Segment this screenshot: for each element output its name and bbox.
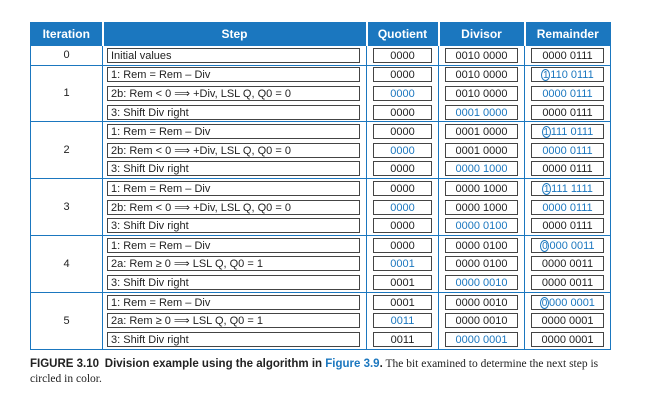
divisor-value: 0010 0000 — [445, 67, 518, 82]
table-header-row — [31, 23, 611, 46]
remainder-cell — [525, 160, 611, 179]
header-divisor: Divisor — [439, 23, 525, 46]
quotient-cell — [367, 84, 439, 103]
step-text: 1: Rem = Rem – Div — [107, 67, 360, 82]
remainder-cell — [525, 46, 611, 66]
examined-bit-circle: 0 — [541, 297, 548, 309]
quotient-value: 0001 — [373, 295, 432, 310]
step-cell — [103, 141, 367, 160]
remainder-value: 0000 0111 — [531, 86, 604, 101]
quotient-cell — [367, 330, 439, 349]
quotient-value: 0000 — [373, 48, 432, 63]
divisor-cell — [439, 84, 525, 103]
step-cell — [103, 311, 367, 330]
quotient-value: 0011 — [373, 313, 432, 328]
step-cell — [103, 235, 367, 254]
divisor-cell — [439, 179, 525, 198]
step-cell — [103, 46, 367, 66]
step-text: 1: Rem = Rem – Div — [107, 295, 360, 310]
step-text: 3: Shift Div right — [107, 332, 360, 347]
quotient-cell — [367, 179, 439, 198]
quotient-cell — [367, 198, 439, 217]
step-cell — [103, 65, 367, 84]
quotient-value: 0000 — [373, 238, 432, 253]
step-text: 2b: Rem < 0 ⟹ +Div, LSL Q, Q0 = 0 — [107, 86, 360, 101]
quotient-cell — [367, 122, 439, 141]
remainder-rest: 000 0001 — [549, 296, 595, 309]
remainder-cell — [525, 292, 611, 311]
divisor-value: 0001 0000 — [445, 143, 518, 158]
remainder-value: 0000 0001 — [531, 313, 604, 328]
divisor-cell — [439, 46, 525, 66]
quotient-value: 0000 — [373, 200, 432, 215]
step-cell — [103, 84, 367, 103]
remainder-cell — [525, 311, 611, 330]
quotient-cell — [367, 103, 439, 122]
quotient-value: 0000 — [373, 105, 432, 120]
quotient-cell — [367, 255, 439, 274]
remainder-value: 0000 0111 — [531, 161, 604, 176]
divisor-value: 0000 0100 — [445, 238, 518, 253]
divisor-value: 0000 0010 — [445, 275, 518, 290]
remainder-value: 0000 0111 — [531, 105, 604, 120]
caption-figure-link[interactable]: Figure 3.9 — [325, 358, 380, 370]
table-row — [31, 292, 611, 311]
step-text: 2b: Rem < 0 ⟹ +Div, LSL Q, Q0 = 0 — [107, 200, 360, 215]
quotient-value: 0000 — [373, 124, 432, 139]
step-text: 1: Rem = Rem – Div — [107, 124, 360, 139]
quotient-value: 0011 — [373, 332, 432, 347]
table-row — [31, 235, 611, 254]
remainder-cell — [525, 235, 611, 254]
caption-label: FIGURE 3.10 — [30, 358, 100, 370]
table-row — [31, 216, 611, 235]
divisor-value: 0010 0000 — [445, 48, 518, 63]
examined-bit-circle: 1 — [543, 127, 549, 139]
step-cell — [103, 330, 367, 349]
remainder-value — [531, 124, 604, 139]
table-row — [31, 160, 611, 179]
quotient-cell — [367, 292, 439, 311]
examined-bit-circle: 1 — [543, 70, 549, 82]
step-text: 2b: Rem < 0 ⟹ +Div, LSL Q, Q0 = 0 — [107, 143, 360, 158]
quotient-cell — [367, 311, 439, 330]
divisor-value: 0000 0100 — [445, 256, 518, 271]
iteration-cell: 1 — [31, 65, 103, 122]
step-cell — [103, 216, 367, 235]
remainder-cell — [525, 330, 611, 349]
remainder-value: 0000 0001 — [531, 332, 604, 347]
divisor-value: 0000 0010 — [445, 313, 518, 328]
remainder-rest: 000 0011 — [549, 239, 595, 252]
step-cell — [103, 255, 367, 274]
step-text: 3: Shift Div right — [107, 275, 360, 290]
quotient-value: 0000 — [373, 218, 432, 233]
step-cell — [103, 273, 367, 292]
step-cell — [103, 103, 367, 122]
header-remainder: Remainder — [525, 23, 611, 46]
divisor-value: 0000 1000 — [445, 181, 518, 196]
iteration-cell: 2 — [31, 122, 103, 179]
table-row — [31, 330, 611, 349]
divisor-cell — [439, 292, 525, 311]
remainder-value: 0000 0011 — [531, 275, 604, 290]
examined-bit-circle: 1 — [543, 183, 550, 195]
divisor-cell — [439, 235, 525, 254]
remainder-value: 0000 0111 — [531, 48, 604, 63]
caption-title-b: . — [379, 358, 383, 370]
remainder-cell — [525, 198, 611, 217]
iteration-cell: 0 — [31, 46, 103, 66]
header-quotient: Quotient — [367, 23, 439, 46]
remainder-cell — [525, 273, 611, 292]
remainder-cell — [525, 122, 611, 141]
table-row — [31, 65, 611, 84]
remainder-value — [531, 181, 604, 196]
table-row — [31, 122, 611, 141]
divisor-value: 0010 0000 — [445, 86, 518, 101]
step-cell — [103, 179, 367, 198]
quotient-value: 0000 — [373, 161, 432, 176]
remainder-cell — [525, 103, 611, 122]
remainder-cell — [525, 141, 611, 160]
quotient-cell — [367, 273, 439, 292]
quotient-cell — [367, 160, 439, 179]
remainder-cell — [525, 255, 611, 274]
step-cell — [103, 122, 367, 141]
quotient-value: 0000 — [373, 143, 432, 158]
remainder-value: 0000 0111 — [531, 200, 604, 215]
divisor-value: 0000 1000 — [445, 161, 518, 176]
step-cell — [103, 292, 367, 311]
examined-bit-circle: 0 — [542, 240, 548, 252]
remainder-value: 0000 0111 — [531, 143, 604, 158]
header-iteration: Iteration — [31, 23, 103, 46]
step-text: 1: Rem = Rem – Div — [107, 181, 360, 196]
table-body — [31, 46, 611, 350]
quotient-value: 0000 — [373, 181, 432, 196]
quotient-value: 0001 — [373, 256, 432, 271]
step-text: 3: Shift Div right — [107, 161, 360, 176]
remainder-cell — [525, 179, 611, 198]
step-text: 2a: Rem ≥ 0 ⟹ LSL Q, Q0 = 1 — [107, 313, 360, 328]
division-table — [30, 22, 611, 350]
header-step: Step — [103, 23, 367, 46]
remainder-value — [531, 295, 604, 310]
divisor-cell — [439, 103, 525, 122]
divisor-cell — [439, 65, 525, 84]
quotient-cell — [367, 235, 439, 254]
divisor-cell — [439, 216, 525, 235]
table-row — [31, 103, 611, 122]
remainder-rest: 111 1111 — [551, 182, 593, 195]
divisor-value: 0000 0001 — [445, 332, 518, 347]
divisor-cell — [439, 198, 525, 217]
divisor-cell — [439, 330, 525, 349]
table-row — [31, 198, 611, 217]
table-row — [31, 141, 611, 160]
step-text: Initial values — [107, 48, 360, 63]
iteration-cell: 3 — [31, 179, 103, 236]
iteration-cell: 5 — [31, 292, 103, 349]
divisor-cell — [439, 273, 525, 292]
quotient-cell — [367, 216, 439, 235]
table-row — [31, 311, 611, 330]
step-text: 1: Rem = Rem – Div — [107, 238, 360, 253]
divisor-cell — [439, 311, 525, 330]
table-row — [31, 84, 611, 103]
divisor-value: 0001 0000 — [445, 105, 518, 120]
remainder-rest: 111 0111 — [550, 126, 594, 139]
divisor-cell — [439, 160, 525, 179]
iteration-cell: 4 — [31, 235, 103, 292]
divisor-value: 0000 0100 — [445, 218, 518, 233]
divisor-cell — [439, 141, 525, 160]
remainder-value — [531, 238, 604, 253]
remainder-cell — [525, 65, 611, 84]
step-text: 3: Shift Div right — [107, 105, 360, 120]
table-row — [31, 46, 611, 66]
divisor-cell — [439, 255, 525, 274]
figure-caption — [30, 357, 620, 387]
divisor-value: 0000 0010 — [445, 295, 518, 310]
remainder-cell — [525, 84, 611, 103]
quotient-cell — [367, 141, 439, 160]
caption-text: The bit examined to determine the next step is circled in color. — [30, 358, 599, 385]
step-text: 3: Shift Div right — [107, 218, 360, 233]
quotient-value: 0000 — [373, 67, 432, 82]
divisor-value: 0001 0000 — [445, 124, 518, 139]
quotient-value: 0001 — [373, 275, 432, 290]
quotient-cell — [367, 65, 439, 84]
quotient-value: 0000 — [373, 86, 432, 101]
remainder-rest: 110 0111 — [550, 69, 594, 82]
remainder-value: 0000 0111 — [531, 218, 604, 233]
table-row — [31, 179, 611, 198]
caption-title-a: Division example using the algorithm in — [104, 358, 326, 370]
remainder-value — [531, 67, 604, 82]
table-row — [31, 273, 611, 292]
step-cell — [103, 198, 367, 217]
table-row — [31, 255, 611, 274]
quotient-cell — [367, 46, 439, 66]
remainder-value: 0000 0011 — [531, 256, 604, 271]
division-table-container — [30, 22, 610, 350]
divisor-value: 0000 1000 — [445, 200, 518, 215]
step-cell — [103, 160, 367, 179]
remainder-cell — [525, 216, 611, 235]
step-text: 2a: Rem ≥ 0 ⟹ LSL Q, Q0 = 1 — [107, 256, 360, 271]
divisor-cell — [439, 122, 525, 141]
